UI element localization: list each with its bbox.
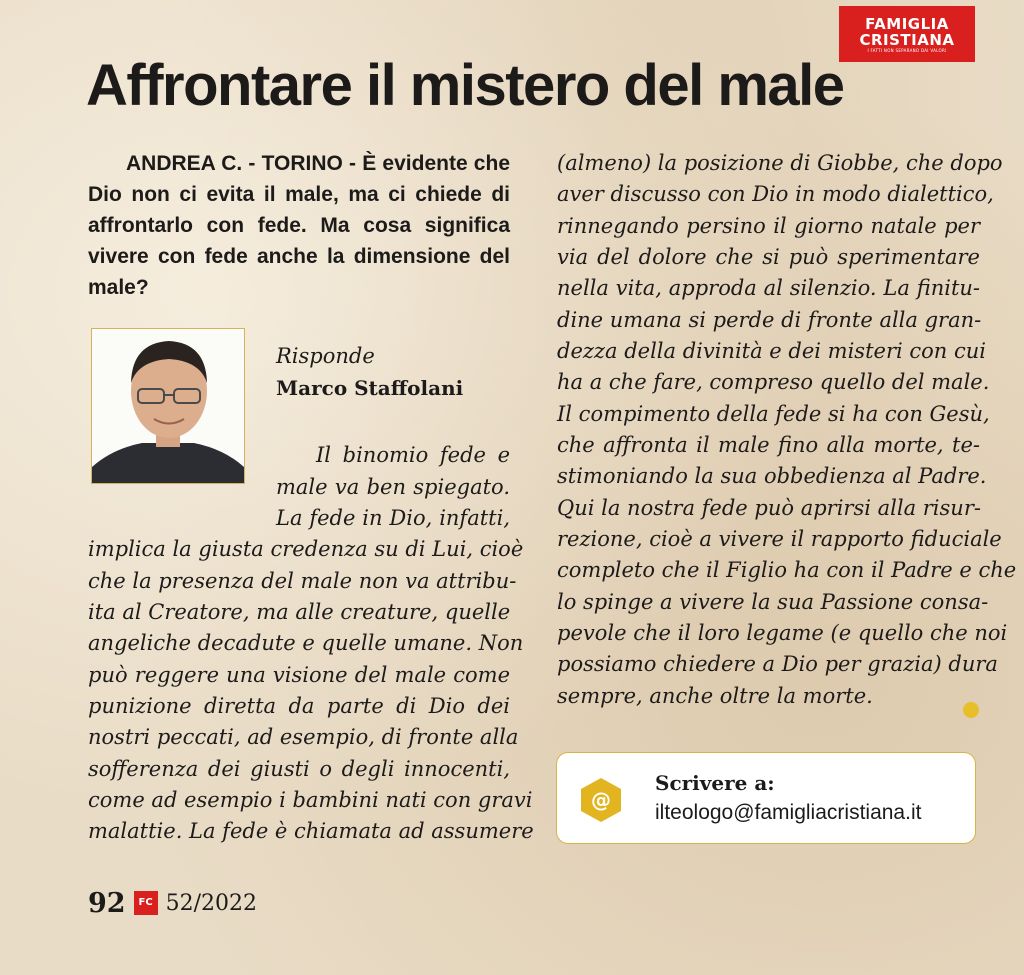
famiglia-cristiana-logo bbox=[839, 6, 975, 62]
body-line: completo che il Figlio ha con il Padre e che bbox=[557, 558, 1017, 582]
article-end-dot bbox=[963, 702, 979, 718]
body-line: ha a che fare, compreso quello del male. bbox=[557, 370, 990, 394]
body-line: nella vita, approda al silenzio. La finitu- bbox=[557, 276, 980, 300]
body-line: via del dolore che si può sperimentare bbox=[557, 245, 980, 269]
body-line: lo spinge a vivere la sua Passione consa- bbox=[557, 590, 989, 614]
body-line: (almeno) la posizione di Giobbe, che dopo bbox=[557, 151, 1003, 175]
logo-tagline: I FATTI NON SEPARANO DAI VALORI bbox=[867, 48, 947, 53]
issue-number: 52/2022 bbox=[165, 890, 257, 916]
reader-question: ANDREA C. - TORINO - È evidente che Dio non ci evita il male, ma ci chiede di affrontarlo con fede. Ma cosa significa vivere con fede anche la dimensione del male? bbox=[88, 152, 510, 299]
body-line: che la presenza del male non va attribu- bbox=[88, 569, 517, 593]
body-line: rezione, cioè a vivere il rapporto fiduciale bbox=[557, 527, 1002, 551]
body-line: possiamo chiedere a Dio per grazia) dura bbox=[557, 652, 998, 676]
contact-label: Scrivere a: bbox=[655, 771, 775, 795]
body-line: dezza della divinità e dei misteri con cui bbox=[557, 339, 986, 363]
body-line: rinnegando persino il giorno natale per bbox=[557, 214, 980, 238]
body-line: ita al Creatore, ma alle creature, quelle bbox=[88, 600, 511, 624]
contact-email[interactable]: ilteologo@famigliacristiana.it bbox=[655, 801, 922, 824]
body-line: implica la giusta credenza su di Lui, cioè bbox=[88, 537, 524, 561]
body-line: dine umana si perde di fronte alla gran- bbox=[557, 308, 982, 332]
at-sign-hexagon-icon bbox=[579, 777, 623, 823]
body-line: Il binomio fede e bbox=[316, 443, 510, 467]
body-line: stimoniando la sua obbedienza al Padre. bbox=[557, 464, 987, 488]
body-line: sempre, anche oltre la morte. bbox=[557, 684, 873, 708]
body-line: nostri peccati, ad esempio, di fronte alla bbox=[88, 725, 519, 749]
body-line: aver discusso con Dio in modo dialettico, bbox=[557, 182, 994, 206]
article-title: Affrontare il mistero del male bbox=[86, 53, 844, 118]
body-line: Il compimento della fede si ha con Gesù, bbox=[557, 402, 990, 426]
body-line: come ad esempio i bambini nati con gravi bbox=[88, 788, 533, 812]
body-line: pevole che il loro legame (e quello che noi bbox=[557, 621, 1008, 645]
body-line: malattie. La fede è chiamata ad assumere bbox=[88, 819, 534, 843]
logo-line-2: CRISTIANA bbox=[859, 31, 955, 49]
author-portrait-image bbox=[92, 329, 244, 483]
logo-line-1: FAMIGLIA bbox=[865, 15, 949, 33]
page-footer bbox=[88, 883, 257, 923]
author-photo bbox=[91, 328, 245, 484]
svg-text:@: @ bbox=[591, 788, 611, 812]
contact-box bbox=[556, 752, 976, 844]
page-number: 92 bbox=[88, 887, 126, 919]
body-line: male va ben spiegato. bbox=[276, 475, 510, 499]
fc-badge: FC bbox=[134, 891, 158, 915]
body-line: può reggere una visione del male come bbox=[88, 663, 510, 687]
body-line: che affronta il male fino alla morte, te- bbox=[557, 433, 980, 457]
risponde-label: Risponde bbox=[276, 344, 375, 368]
body-line: sofferenza dei giusti o degli innocenti, bbox=[88, 757, 510, 781]
body-line: La fede in Dio, infatti, bbox=[276, 506, 510, 530]
body-line: angeliche decadute e quelle umane. Non bbox=[88, 631, 524, 655]
body-line: punizione diretta da parte di Dio dei bbox=[88, 694, 510, 718]
author-name: Marco Staffolani bbox=[276, 376, 464, 400]
body-line: Qui la nostra fede può aprirsi alla risur- bbox=[557, 496, 981, 520]
